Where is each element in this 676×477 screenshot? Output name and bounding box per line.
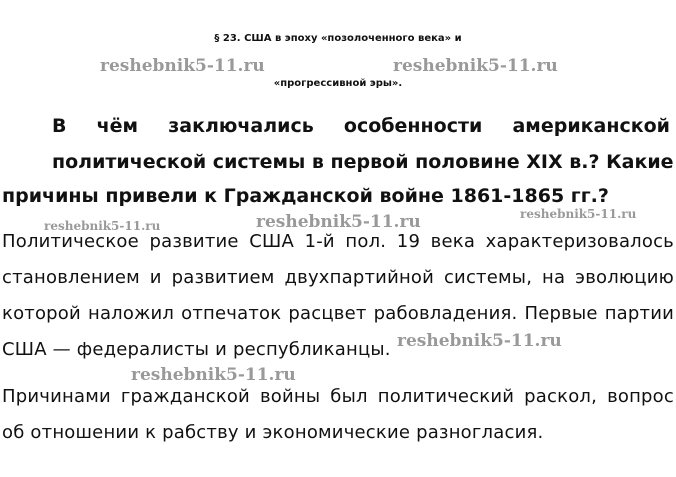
- watermark: reshebnik5-11.ru: [393, 56, 558, 76]
- section-title-line-1: § 23. США в эпоху «позолоченного века» и: [214, 33, 462, 44]
- question-line-1: В чём заключались особенности американской: [52, 115, 670, 137]
- answer-paragraph-1-line-1: Политическое развитие США 1-й пол. 19 века характеризовалось: [2, 231, 674, 252]
- question-line-3: причины привели к Гражданской войне 1861-1865 гг.?: [2, 185, 609, 207]
- watermark: reshebnik5-11.ru: [397, 331, 562, 351]
- watermark: reshebnik5-11.ru: [520, 207, 637, 221]
- answer-paragraph-2-line-1: Причинами гражданской войны был политический раскол, вопрос: [2, 386, 674, 407]
- answer-paragraph-1-line-2: становлением и развитием двухпартийной системы, на эволюцию: [2, 267, 674, 288]
- answer-paragraph-1-line-4: США — федералисты и республиканцы.: [2, 339, 391, 360]
- watermark: reshebnik5-11.ru: [100, 56, 265, 76]
- answer-paragraph-1-line-3: которой наложил отпечаток расцвет рабовладения. Первые партии: [2, 303, 674, 324]
- watermark: reshebnik5-11.ru: [44, 219, 161, 233]
- watermark: reshebnik5-11.ru: [256, 212, 421, 232]
- section-title-line-2: «прогрессивной эры».: [273, 78, 403, 89]
- answer-paragraph-2-line-2: об отношении к рабству и экономические разногласия.: [2, 422, 544, 443]
- watermark: reshebnik5-11.ru: [131, 365, 296, 385]
- question-line-2: политической системы в первой половине XIX в.? Какие: [52, 151, 674, 173]
